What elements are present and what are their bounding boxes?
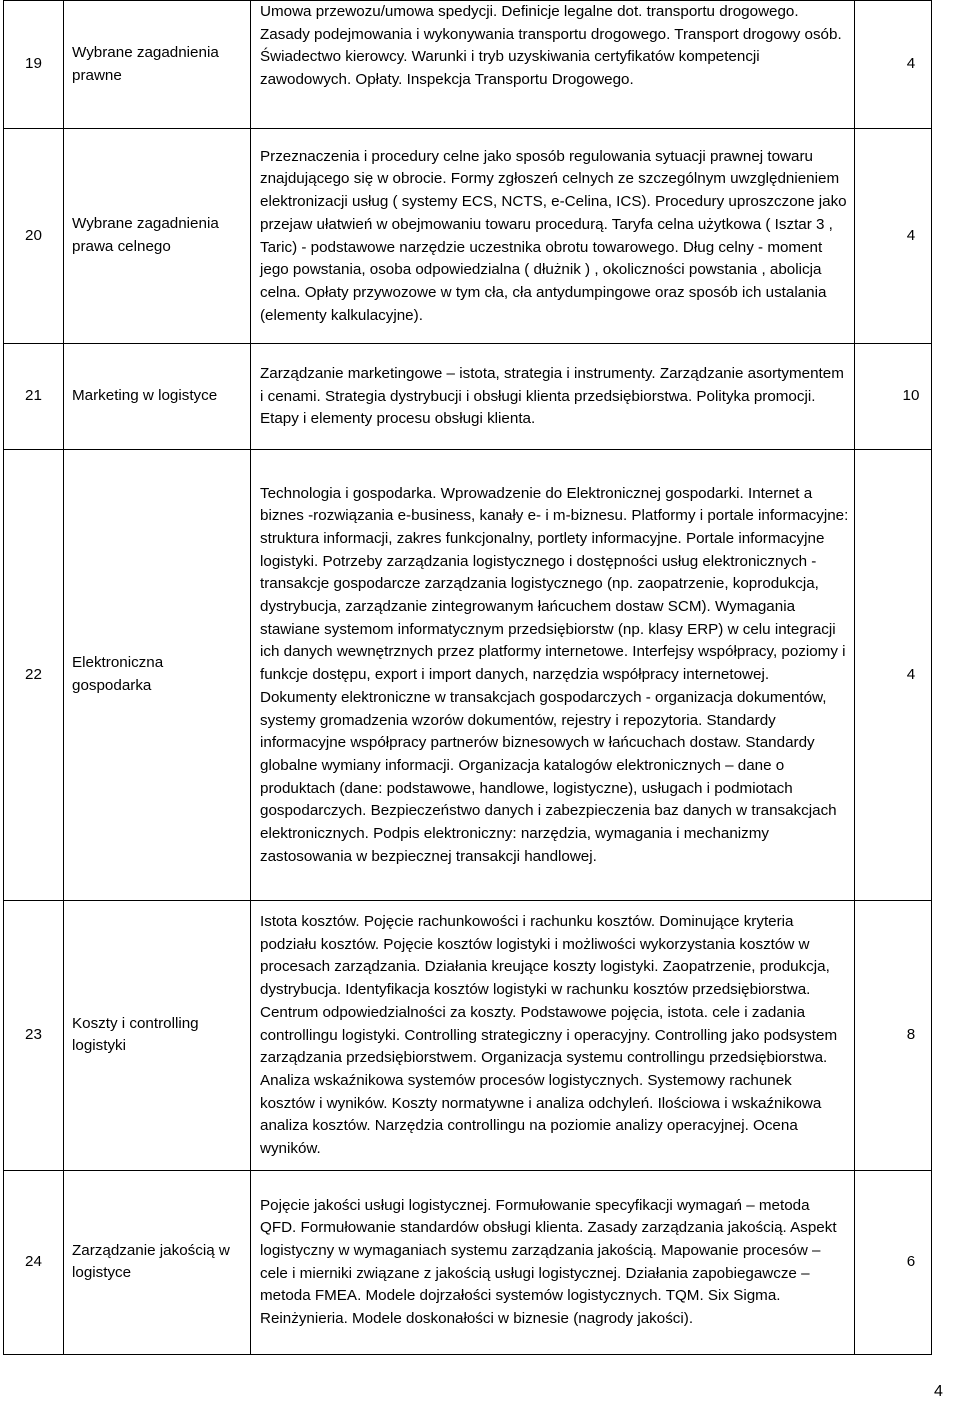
page-number: 4 bbox=[934, 1383, 943, 1400]
topic-content bbox=[251, 901, 855, 1171]
row-number: 23 bbox=[4, 901, 64, 1171]
topic-name: Marketing w logistyce bbox=[64, 344, 251, 450]
topic-name: Zarządzanie jakością w logistyce bbox=[64, 1170, 251, 1354]
hours-count: 4 bbox=[855, 129, 932, 344]
hours-count: 4 bbox=[855, 450, 932, 901]
topic-content-text: Pojęcie jakości usługi logistycznej. Formułowanie specyfikacji wymagań – metoda QFD. Formułowanie standardów obsługi klienta. Zasady zarządzania jakością. Aspekt logistyczny w wymaganiach systemu zarządzania jakością. Mapowanie procesów – cele i mierniki związane z jakością usługi logistycznej. Działania zapobiegawcze – metoda FMEA. Modele dojrzałości systemów logistycznych. TQM. Six Sigma. Reinżynieria. Modele doskonałości w biznesie (nagrody jakości). bbox=[260, 1196, 837, 1328]
hours-count: 6 bbox=[855, 1170, 932, 1354]
table-row bbox=[4, 1170, 932, 1354]
topic-content-text: Przeznaczenia i procedury celne jako sposób regulowania sytuacji prawnej towaru znajdującego się w obrocie. Formy zgłoszeń celnych ze szczególnym uwzględnieniem elektronizacji usług ( systemy ECS, NCTS, e-Celina, ICS). Procedury uproszczone jako przejaw ułatwień w obejmowaniu towaru procedurą. Taryfa celna użytkowa ( Isztar 3 , Taric) - podstawowe narzędzie uczestnika obrotu towarowego. Dług celny - moment jego powstania, osoba odpowiedzialna ( dłużnik ) , okoliczności powstania , abolicja celna. Opłaty przywozowe w tym cła, cła antydumpingowe oraz sposób ich ustalania (elementy kalkulacyjne). bbox=[260, 147, 847, 324]
topic-name: Elektroniczna gospodarka bbox=[64, 450, 251, 901]
table-row bbox=[4, 129, 932, 344]
topic-name: Koszty i controlling logistyki bbox=[64, 901, 251, 1171]
syllabus-table bbox=[3, 0, 932, 1355]
table-row bbox=[4, 901, 932, 1171]
topic-content-text: Zarządzanie marketingowe – istota, strategia i instrumenty. Zarządzanie asortymentem i cenami. Strategia dystrybucji i obsługi klienta przedsiębiorstwa. Polityka promocji. Etapy i elementy procesu obsługi klienta. bbox=[260, 364, 844, 428]
topic-name: Wybrane zagadnienia prawne bbox=[64, 1, 251, 129]
table-row bbox=[4, 1, 932, 129]
topic-content bbox=[251, 344, 855, 450]
topic-content-text: Istota kosztów. Pojęcie rachunkowości i rachunku kosztów. Dominujące kryteria podziału kosztów. Pojęcie kosztów logistyki i możliwości wykorzystania kosztów w procesach zarządzania. Działania kreujące koszty logistyki. Zaopatrzenie, produkcja, dystrybucja. Identyfikacja kosztów logistyki w rachunku kosztów przedsiębiorstwa. Centrum odpowiedzialności za koszty. Podstawowe pojęcia, istota. cele i zadania controllingu logistyki. Controlling strategiczny i operacyjny. Controlling jako podsystem zarządzania przedsiębiorstwem. Organizacja systemu controllingu przedsiębiorstwa. Analiza wskaźnikowa systemów procesów logistycznych. Systemowy rachunek kosztów i wyników. Koszty normatywne i analiza odchyleń. Ilościowa i wskaźnikowa analiza kosztów. Narzędzia controllingu na poziomie analizy operacyjnej. Ocena wyników. bbox=[260, 913, 838, 1158]
topic-content bbox=[251, 129, 855, 344]
topic-content bbox=[251, 1170, 855, 1354]
row-number: 24 bbox=[4, 1170, 64, 1354]
topic-content bbox=[251, 1, 855, 129]
row-number: 20 bbox=[4, 129, 64, 344]
hours-count: 4 bbox=[855, 1, 932, 129]
table-row bbox=[4, 450, 932, 901]
topic-content bbox=[251, 450, 855, 901]
hours-count: 10 bbox=[855, 344, 932, 450]
topic-name: Wybrane zagadnienia prawa celnego bbox=[64, 129, 251, 344]
topic-content-text: Umowa przewozu/umowa spedycji. Definicje legalne dot. transportu drogowego. Zasady podejmowania i wykonywania transportu drogowego. Transport drogowy osób. Świadectwo kierowcy. Warunki i tryb uzyskiwania certyfikatów kompetencji zawodowych. Opłaty. Inspekcja Transportu Drogowego. bbox=[260, 3, 842, 89]
topic-content-text: Technologia i gospodarka. Wprowadzenie do Elektronicznej gospodarki. Internet a biznes -rozwiązania e-business, kanały e- i m-biznesu. Platformy i portale informacyjne: struktura informacji, zakres funkcjonalny, portlety informacyjne. Portale informacyjne logistyki. Potrzeby zarządzania logistycznego i dostępności usług elektronicznych - transakcje gospodarcze zarządzania logistycznego (np. zaopatrzenie, koprodukcja, dystrybucja, zarządzanie zintegrowanym łańcuchem dostaw SCM). Wymagania stawiane systemom informatycznym przedsiębiorstw (np. klasy ERP) w celu integracji ich danych wewnętrznych przez platformy internetowe. Interfejsy współpracy, poziomy i funkcje dostępu, export i import danych, narzędzia współpracy internetowej. Dokumenty elektroniczne w transakcjach gospodarczych - organizacja dokumentów, systemy gromadzenia wzorów dokumentów, rejestry i repozytoria. Standardy informacyjne współpracy partnerów biznesowych w łańcuchach dostaw. Standardy globalne wymiany informacji. Organizacja katalogów elektronicznych – dane o produktach (dane: podstawowe, handlowe, logistyczne), usługach i podmiotach gospodarczych. Bezpieczeństwo danych i zabezpieczenia baz danych w transakcjach elektronicznych. Podpis elektroniczny: narzędzia, wymagania i mechanizmy zastosowania w bezpiecznej transakcji handlowej. bbox=[260, 484, 849, 865]
hours-count: 8 bbox=[855, 901, 932, 1171]
table-row bbox=[4, 344, 932, 450]
row-number: 19 bbox=[4, 1, 64, 129]
row-number: 21 bbox=[4, 344, 64, 450]
row-number: 22 bbox=[4, 450, 64, 901]
